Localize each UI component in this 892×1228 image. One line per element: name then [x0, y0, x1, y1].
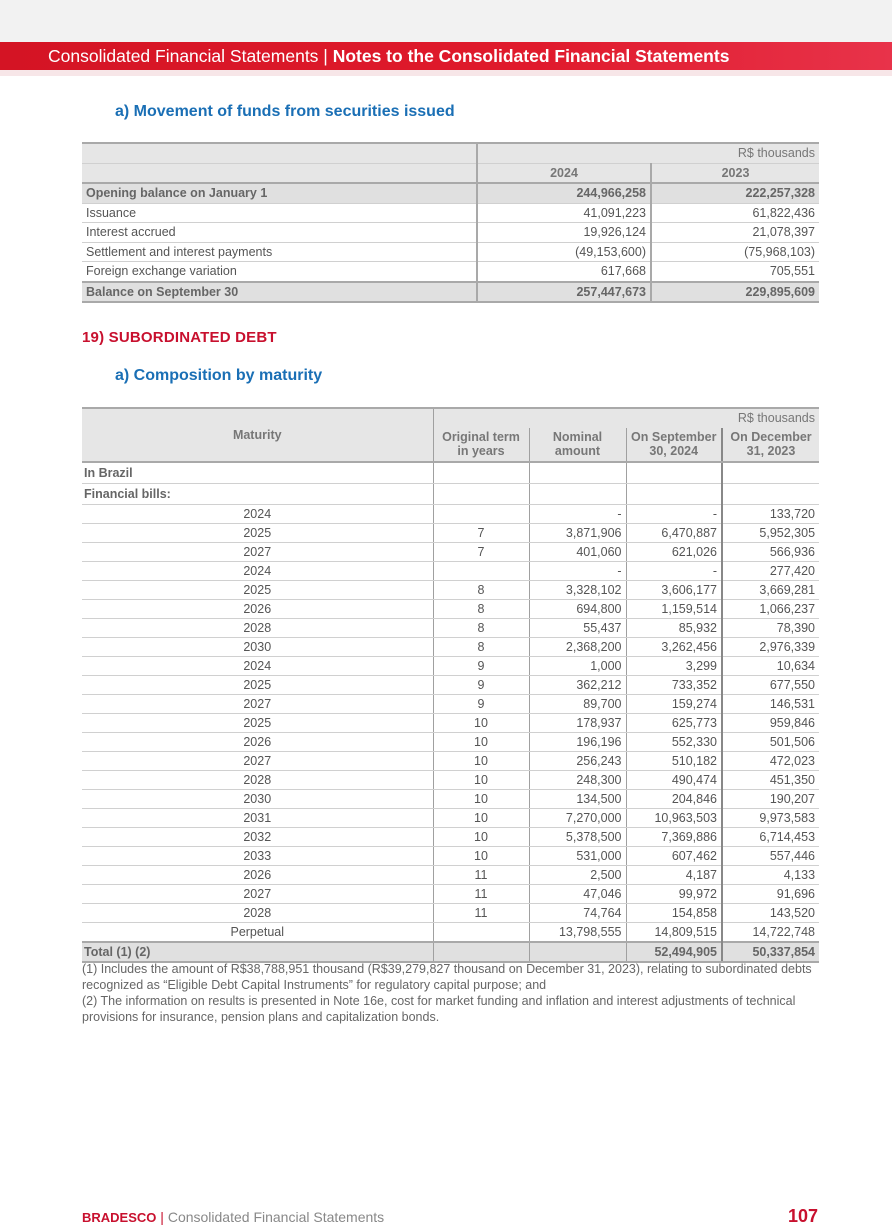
- footer-brand: BRADESCO: [82, 1210, 157, 1225]
- col-december-2023: On December 31, 2023: [722, 428, 819, 462]
- subordinated-debt-table: [82, 407, 819, 963]
- maturity-cell: 2028: [82, 771, 433, 790]
- table-header-blank: [82, 143, 477, 163]
- footnote-2: (2) The information on results is presented in Note 16e, cost for market funding and inflation and interest adjustments of technical provisions for insurance, pension plans and capitalization bonds.: [82, 994, 796, 1024]
- term-cell: 9: [433, 676, 529, 695]
- term-cell: 11: [433, 885, 529, 904]
- maturity-cell: 2025: [82, 714, 433, 733]
- footer: [82, 1209, 384, 1225]
- header-title-normal: Consolidated Financial Statements |: [48, 46, 333, 66]
- table-row: [82, 733, 819, 752]
- row-label: Settlement and interest payments: [82, 242, 477, 262]
- page-number: 107: [787, 1206, 818, 1226]
- footnote-1: (1) Includes the amount of R$38,788,951 thousand (R$39,279,827 thousand on December 31, 2023), relating to subordinated debts recognized as “Eligible Debt Capital Instruments” for regulatory capital purpose; and: [82, 962, 812, 992]
- nominal-cell: 178,937: [529, 714, 626, 733]
- maturity-cell: 2027: [82, 885, 433, 904]
- row-label: Balance on September 30: [82, 282, 477, 303]
- term-cell: 10: [433, 828, 529, 847]
- table-row: [82, 923, 819, 943]
- table-unit-row: [82, 408, 819, 428]
- row-2023: 705,551: [651, 262, 819, 282]
- maturity-cell: 2031: [82, 809, 433, 828]
- september-cell: 14,809,515: [626, 923, 722, 943]
- footer-text: Consolidated Financial Statements: [167, 1209, 385, 1225]
- september-cell: -: [626, 562, 722, 581]
- nominal-cell: 74,764: [529, 904, 626, 923]
- term-cell: 10: [433, 790, 529, 809]
- header-shadow: [0, 70, 892, 76]
- table-row: [82, 866, 819, 885]
- september-cell: -: [626, 505, 722, 524]
- nominal-cell: 1,000: [529, 657, 626, 676]
- row-label: Interest accrued: [82, 223, 477, 243]
- term-cell: 7: [433, 543, 529, 562]
- table-row: [82, 223, 819, 243]
- term-cell: 10: [433, 809, 529, 828]
- december-cell: 4,133: [722, 866, 819, 885]
- maturity-cell: 2024: [82, 562, 433, 581]
- row-2024: 19,926,124: [477, 223, 651, 243]
- row-2023: 222,257,328: [651, 183, 819, 203]
- row-2024: 257,447,673: [477, 282, 651, 303]
- maturity-cell: 2026: [82, 733, 433, 752]
- september-cell: 159,274: [626, 695, 722, 714]
- september-cell: 607,462: [626, 847, 722, 866]
- december-cell: 133,720: [722, 505, 819, 524]
- table-header-row: [82, 163, 819, 183]
- nominal-cell: 7,270,000: [529, 809, 626, 828]
- september-cell: 7,369,886: [626, 828, 722, 847]
- september-cell: 6,470,887: [626, 524, 722, 543]
- september-cell: 621,026: [626, 543, 722, 562]
- maturity-cell: 2026: [82, 600, 433, 619]
- total-september: 52,494,905: [626, 942, 722, 962]
- nominal-cell: 13,798,555: [529, 923, 626, 943]
- maturity-cell: 2027: [82, 695, 433, 714]
- row-2024: 41,091,223: [477, 203, 651, 223]
- term-cell: 10: [433, 771, 529, 790]
- table-row: [82, 809, 819, 828]
- december-cell: 143,520: [722, 904, 819, 923]
- december-cell: 501,506: [722, 733, 819, 752]
- maturity-cell: 2033: [82, 847, 433, 866]
- top-margin: [0, 0, 892, 42]
- december-cell: 2,976,339: [722, 638, 819, 657]
- row-label: Issuance: [82, 203, 477, 223]
- september-cell: 625,773: [626, 714, 722, 733]
- table-unit-row: [82, 143, 819, 163]
- table-row: [82, 695, 819, 714]
- table-row: [82, 904, 819, 923]
- footer-separator: |: [156, 1209, 168, 1225]
- table-row: [82, 771, 819, 790]
- maturity-cell: 2025: [82, 676, 433, 695]
- total-label: Total (1) (2): [82, 942, 433, 962]
- nominal-cell: 3,871,906: [529, 524, 626, 543]
- december-cell: 9,973,583: [722, 809, 819, 828]
- nominal-cell: -: [529, 562, 626, 581]
- maturity-cell: 2024: [82, 505, 433, 524]
- col-2023: 2023: [651, 163, 819, 183]
- december-cell: 78,390: [722, 619, 819, 638]
- table-row: [82, 828, 819, 847]
- september-cell: 733,352: [626, 676, 722, 695]
- september-cell: 154,858: [626, 904, 722, 923]
- maturity-cell: 2030: [82, 790, 433, 809]
- nominal-cell: 5,378,500: [529, 828, 626, 847]
- nominal-cell: 531,000: [529, 847, 626, 866]
- group-row: [82, 462, 819, 484]
- september-cell: 4,187: [626, 866, 722, 885]
- september-cell: 85,932: [626, 619, 722, 638]
- december-cell: 5,952,305: [722, 524, 819, 543]
- maturity-cell: 2025: [82, 581, 433, 600]
- december-cell: 6,714,453: [722, 828, 819, 847]
- table-row: [82, 183, 819, 203]
- table-row: [82, 790, 819, 809]
- december-cell: 472,023: [722, 752, 819, 771]
- term-cell: 11: [433, 866, 529, 885]
- table-row: [82, 847, 819, 866]
- col-nominal-amount: Nominal amount: [529, 428, 626, 462]
- table-row: [82, 619, 819, 638]
- nominal-cell: 362,212: [529, 676, 626, 695]
- nominal-cell: 55,437: [529, 619, 626, 638]
- col-2024: 2024: [477, 163, 651, 183]
- december-cell: 566,936: [722, 543, 819, 562]
- maturity-cell: 2032: [82, 828, 433, 847]
- maturity-cell: 2027: [82, 752, 433, 771]
- december-cell: 91,696: [722, 885, 819, 904]
- financial-bills-label: Financial bills:: [82, 484, 433, 505]
- table-row: [82, 638, 819, 657]
- december-cell: 959,846: [722, 714, 819, 733]
- row-label: Foreign exchange variation: [82, 262, 477, 282]
- table-row: [82, 657, 819, 676]
- december-cell: 1,066,237: [722, 600, 819, 619]
- september-cell: 510,182: [626, 752, 722, 771]
- securities-movement-table: [82, 142, 819, 303]
- col-september-2024: On September 30, 2024: [626, 428, 722, 462]
- nominal-cell: 2,368,200: [529, 638, 626, 657]
- december-cell: 14,722,748: [722, 923, 819, 943]
- maturity-cell: 2030: [82, 638, 433, 657]
- maturity-cell: 2027: [82, 543, 433, 562]
- table-header-blank: [82, 163, 477, 183]
- term-cell: 10: [433, 752, 529, 771]
- row-2024: 617,668: [477, 262, 651, 282]
- table-row: [82, 262, 819, 282]
- term-cell: 9: [433, 695, 529, 714]
- maturity-cell: 2028: [82, 619, 433, 638]
- table-row: [82, 714, 819, 733]
- table-row: [82, 242, 819, 262]
- term-cell: 10: [433, 733, 529, 752]
- in-brazil-label: In Brazil: [82, 462, 433, 484]
- table-row: [82, 562, 819, 581]
- group-row: [82, 484, 819, 505]
- september-cell: 99,972: [626, 885, 722, 904]
- term-cell: [433, 562, 529, 581]
- september-cell: 204,846: [626, 790, 722, 809]
- term-cell: 9: [433, 657, 529, 676]
- september-cell: 3,262,456: [626, 638, 722, 657]
- nominal-cell: 47,046: [529, 885, 626, 904]
- footnotes: [82, 961, 822, 1025]
- december-cell: 3,669,281: [722, 581, 819, 600]
- september-cell: 10,963,503: [626, 809, 722, 828]
- section-a1-title: a) Movement of funds from securities issued: [115, 103, 455, 120]
- table-row: [82, 282, 819, 303]
- december-cell: 190,207: [722, 790, 819, 809]
- maturity-cell: 2025: [82, 524, 433, 543]
- table-row: [82, 581, 819, 600]
- row-2023: (75,968,103): [651, 242, 819, 262]
- nominal-cell: 256,243: [529, 752, 626, 771]
- nominal-cell: 694,800: [529, 600, 626, 619]
- maturity-cell: 2028: [82, 904, 433, 923]
- september-cell: 490,474: [626, 771, 722, 790]
- nominal-cell: 3,328,102: [529, 581, 626, 600]
- december-cell: 277,420: [722, 562, 819, 581]
- row-2024: (49,153,600): [477, 242, 651, 262]
- row-label: Opening balance on January 1: [82, 183, 477, 203]
- nominal-cell: 248,300: [529, 771, 626, 790]
- term-cell: 8: [433, 638, 529, 657]
- nominal-cell: 401,060: [529, 543, 626, 562]
- september-cell: 3,299: [626, 657, 722, 676]
- term-cell: 10: [433, 847, 529, 866]
- table-row: [82, 752, 819, 771]
- nominal-cell: 2,500: [529, 866, 626, 885]
- row-2023: 229,895,609: [651, 282, 819, 303]
- term-cell: 8: [433, 581, 529, 600]
- total-december: 50,337,854: [722, 942, 819, 962]
- december-cell: 10,634: [722, 657, 819, 676]
- row-2023: 21,078,397: [651, 223, 819, 243]
- section-19-title: 19) SUBORDINATED DEBT: [82, 329, 277, 346]
- term-cell: 10: [433, 714, 529, 733]
- term-cell: [433, 505, 529, 524]
- september-cell: 1,159,514: [626, 600, 722, 619]
- table-row: [82, 524, 819, 543]
- section-19a-title: a) Composition by maturity: [115, 367, 323, 384]
- term-cell: 8: [433, 619, 529, 638]
- september-cell: 3,606,177: [626, 581, 722, 600]
- total-row: [82, 942, 819, 962]
- term-cell: 7: [433, 524, 529, 543]
- term-cell: 8: [433, 600, 529, 619]
- maturity-cell: Perpetual: [82, 923, 433, 943]
- table-row: [82, 543, 819, 562]
- table-row: [82, 505, 819, 524]
- december-cell: 677,550: [722, 676, 819, 695]
- header-banner: [0, 42, 892, 70]
- row-2024: 244,966,258: [477, 183, 651, 203]
- december-cell: 557,446: [722, 847, 819, 866]
- december-cell: 146,531: [722, 695, 819, 714]
- table-row: [82, 203, 819, 223]
- term-cell: 11: [433, 904, 529, 923]
- september-cell: 552,330: [626, 733, 722, 752]
- nominal-cell: 89,700: [529, 695, 626, 714]
- maturity-cell: 2024: [82, 657, 433, 676]
- header-title-bold: Notes to the Consolidated Financial Statements: [332, 46, 730, 66]
- term-cell: [433, 923, 529, 943]
- table-row: [82, 885, 819, 904]
- december-cell: 451,350: [722, 771, 819, 790]
- table-row: [82, 676, 819, 695]
- col-original-term: Original term in years: [433, 428, 529, 462]
- table-unit-label: R$ thousands: [433, 408, 819, 428]
- nominal-cell: 196,196: [529, 733, 626, 752]
- maturity-cell: 2026: [82, 866, 433, 885]
- row-2023: 61,822,436: [651, 203, 819, 223]
- table-unit-label: R$ thousands: [477, 143, 819, 163]
- col-maturity: Maturity: [82, 408, 433, 462]
- table-row: [82, 600, 819, 619]
- nominal-cell: -: [529, 505, 626, 524]
- nominal-cell: 134,500: [529, 790, 626, 809]
